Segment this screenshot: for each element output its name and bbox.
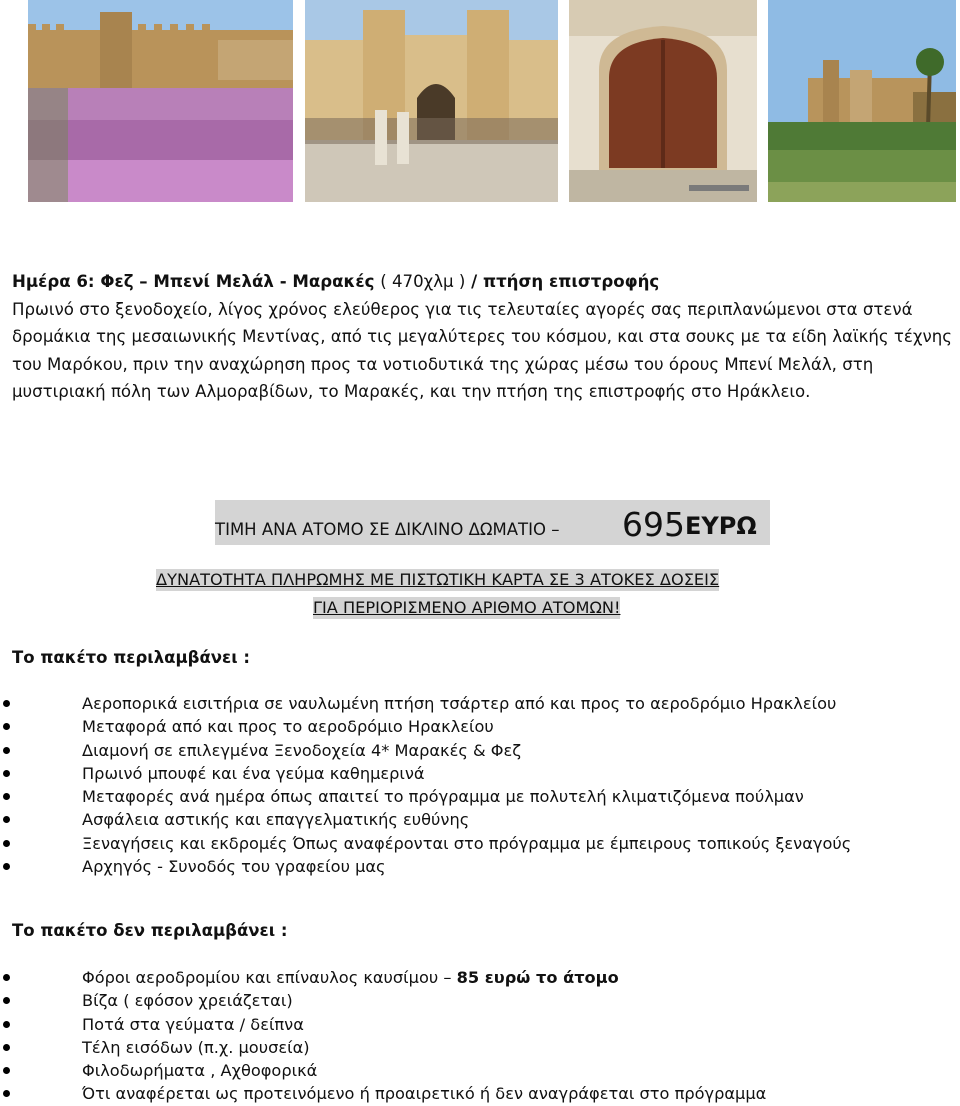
price-label: ΤΙΜΗ ΑΝΑ ΑΤΟΜΟ ΣΕ ΔΙΚΛΙΝΟ ΔΩΜΑΤΙΟ – xyxy=(215,520,560,539)
bullet-icon xyxy=(3,1067,10,1074)
list-item: Αρχηγός - Συνοδός του γραφείου μας xyxy=(0,855,851,878)
day-flight: / πτήση επιστροφής xyxy=(471,272,660,291)
list-item: Διαμονή σε επιλεγμένα Ξενοδοχεία 4* Μαρακές & Φεζ xyxy=(0,739,851,762)
day-description: Πρωινό στο ξενοδοχείο, λίγος χρόνος ελεύθερος για τις τελευταίες αγορές σας περιπλανώμενοι στα στενά δρομάκια της μεσαιωνικής Μεντίνας, από τις μεγαλύτερες του κόσμου, και στα σουκς με τα είδη λαϊκής τέχνης του Μαρόκου, πριν την αναχώρηση προς τα νοτιοδυτικά της χώρας μέσω του όρους Μπενί Μελάλ, στη μυστιριακή πόλη των Αλμοραβίδων, το Μαρακές, και την πτήση της επιστροφής στο Ηράκλειο. xyxy=(12,299,952,401)
payment-notice-line1: ΔΥΝΑΤΟΤΗΤΑ ΠΛΗΡΩΜΗΣ ΜΕ ΠΙΣΤΩΤΙΚΗ ΚΑΡΤΑ ΣΕ 3 ΑΤΟΚΕΣ ΔΟΣΕΙΣ xyxy=(156,570,720,589)
photo-kasbah xyxy=(768,0,956,202)
list-item: Ποτά στα γεύματα / δείπνα xyxy=(0,1013,766,1036)
included-title: Το πακέτο περιλαμβάνει : xyxy=(12,648,250,667)
day-title: Ημέρα 6: Φεζ – Μπενί Μελάλ - Μαρακές xyxy=(12,272,375,291)
bullet-icon xyxy=(3,700,10,707)
price-banner xyxy=(215,500,770,545)
airport-tax-amount: 85 ευρώ το άτομο xyxy=(456,968,619,987)
list-item: Τέλη εισόδων (π.χ. μουσεία) xyxy=(0,1036,766,1059)
list-item: Φόροι αεροδρομίου και επίναυλος καυσίμου – 85 ευρώ το άτομο xyxy=(0,966,766,989)
list-item: Ασφάλεια αστικής και επαγγελματικής ευθύνης xyxy=(0,808,851,831)
bullet-icon xyxy=(3,997,10,1004)
bullet-icon xyxy=(3,863,10,870)
bullet-icon xyxy=(3,840,10,847)
list-item: Φιλοδωρήματα , Αχθοφορικά xyxy=(0,1059,766,1082)
bullet-icon xyxy=(3,747,10,754)
list-item: Μεταφορές ανά ημέρα όπως απαιτεί το πρόγραμμα με πολυτελή κλιματιζόμενα πούλμαν xyxy=(0,785,851,808)
day-heading xyxy=(12,268,957,296)
list-item: Μεταφορά από και προς το αεροδρόμιο Ηρακλείου xyxy=(0,715,851,738)
bullet-icon xyxy=(3,1090,10,1097)
photo-gate xyxy=(305,0,558,202)
day-section xyxy=(12,268,957,406)
bullet-icon xyxy=(3,1021,10,1028)
photo-fez-walls xyxy=(28,0,293,202)
day-distance: ( 470χλμ ) xyxy=(380,272,466,291)
list-item: Πρωινό μπουφέ και ένα γεύμα καθημερινά xyxy=(0,762,851,785)
photo-strip xyxy=(0,0,960,202)
included-list xyxy=(0,692,851,878)
list-item: Ξεναγήσεις και εκδρομές Όπως αναφέρονται στο πρόγραμμα με έμπειρους τοπικούς ξεναγούς xyxy=(0,832,851,855)
bullet-icon xyxy=(3,1044,10,1051)
payment-notice-line2: ΓΙΑ ΠΕΡΙΟΡΙΣΜΕΝΟ ΑΡΙΘΜΟ ΑΤΟΜΩΝ! xyxy=(313,598,621,617)
list-item: Βίζα ( εφόσον χρειάζεται) xyxy=(0,989,766,1012)
excluded-title: Το πακέτο δεν περιλαμβάνει : xyxy=(12,921,288,940)
photo-door xyxy=(569,0,757,202)
price-amount: 695 xyxy=(622,505,685,544)
list-item: Αεροπορικά εισιτήρια σε ναυλωμένη πτήση τσάρτερ από και προς το αεροδρόμιο Ηρακλείου xyxy=(0,692,851,715)
price-currency: ΕΥΡΩ xyxy=(685,512,757,540)
bullet-icon xyxy=(3,974,10,981)
bullet-icon xyxy=(3,793,10,800)
bullet-icon xyxy=(3,816,10,823)
list-item: Ότι αναφέρεται ως προτεινόμενο ή προαιρετικό ή δεν αναγράφεται στο πρόγραμμα xyxy=(0,1082,766,1105)
bullet-icon xyxy=(3,770,10,777)
bullet-icon xyxy=(3,723,10,730)
excluded-list xyxy=(0,966,766,1106)
